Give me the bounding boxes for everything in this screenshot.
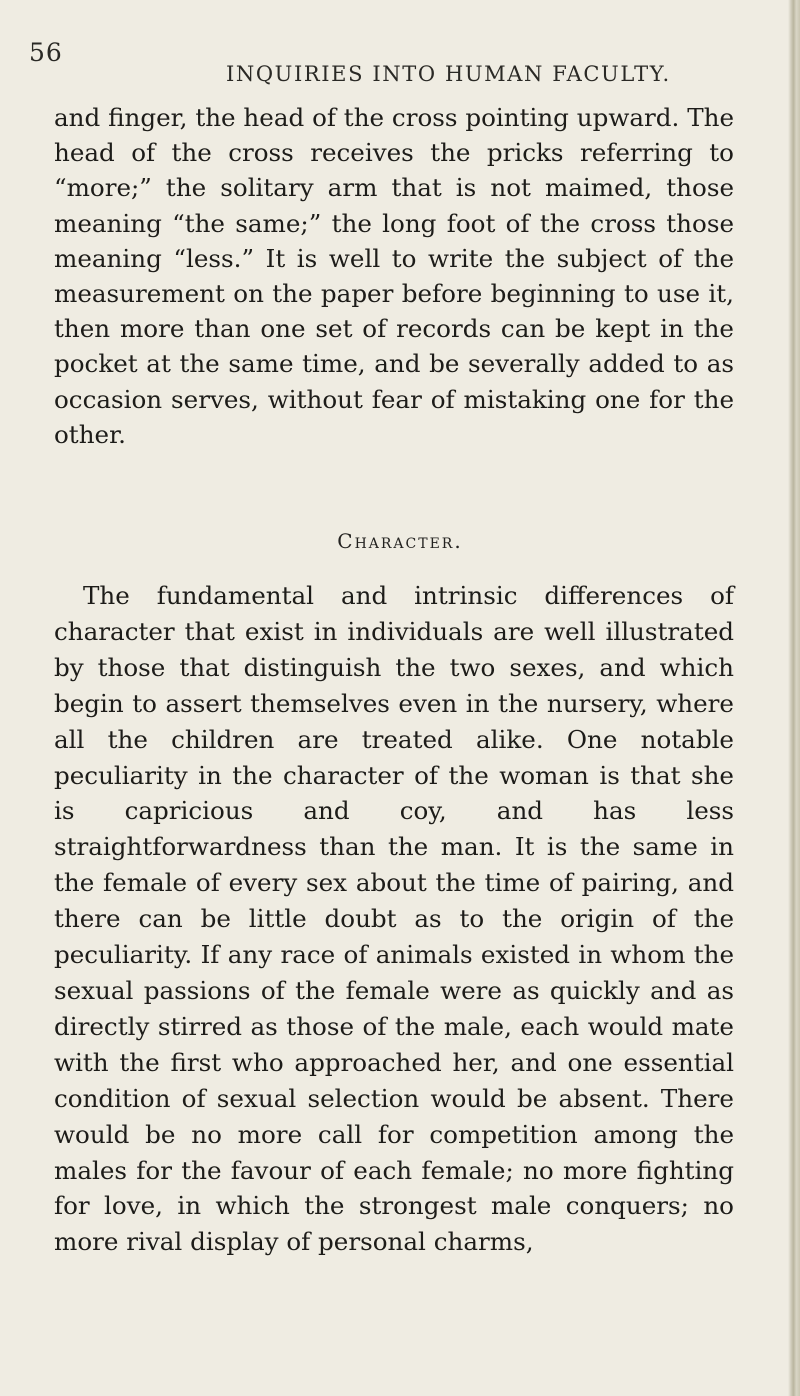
page-number: 56 (29, 38, 63, 67)
section-heading: Character. (337, 529, 463, 553)
paragraph-character: The fundamental and intrinsic differences of character that exist in individuals are well illustrated by those that distinguish the two sexes, and which begin to assert themselves even in the nursery, where all the children are treated alike. One notable peculiarity in the character of the woman is that she is capricious and coy, and has less straightforwardness than the man. It is the same in the female of every sex about the time of pairing, and there can be little doubt as to the origin of the peculiarity. If any race of animals existed in whom the sexual passions of the female were as quickly and as directly stirred as those of the male, each would mate with the first who approached her, and one essential condition of sexual selection would be absent. There would be no more call for competition among the males for the favour of each female; no more fighting for love, in which the strongest male conquers; no more rival display of personal charms, (54, 581, 734, 1257)
page-edge (788, 0, 800, 1396)
paragraph-continued: and finger, the head of the cross pointing upward. The head of the cross receives the pricks referring to “more;” the solitary arm that is not maimed, those meaning “the same;” the long foot of the cross those meaning “less.” It is well to write the subject of the measurement on the paper before beginning to use it, then more than one set of records can be kept in the pocket at the same time, and be severally added to as occasion serves, without fear of mistaking one for the other. (54, 103, 734, 449)
running-head: INQUIRIES INTO HUMAN FACULTY. (226, 62, 671, 86)
